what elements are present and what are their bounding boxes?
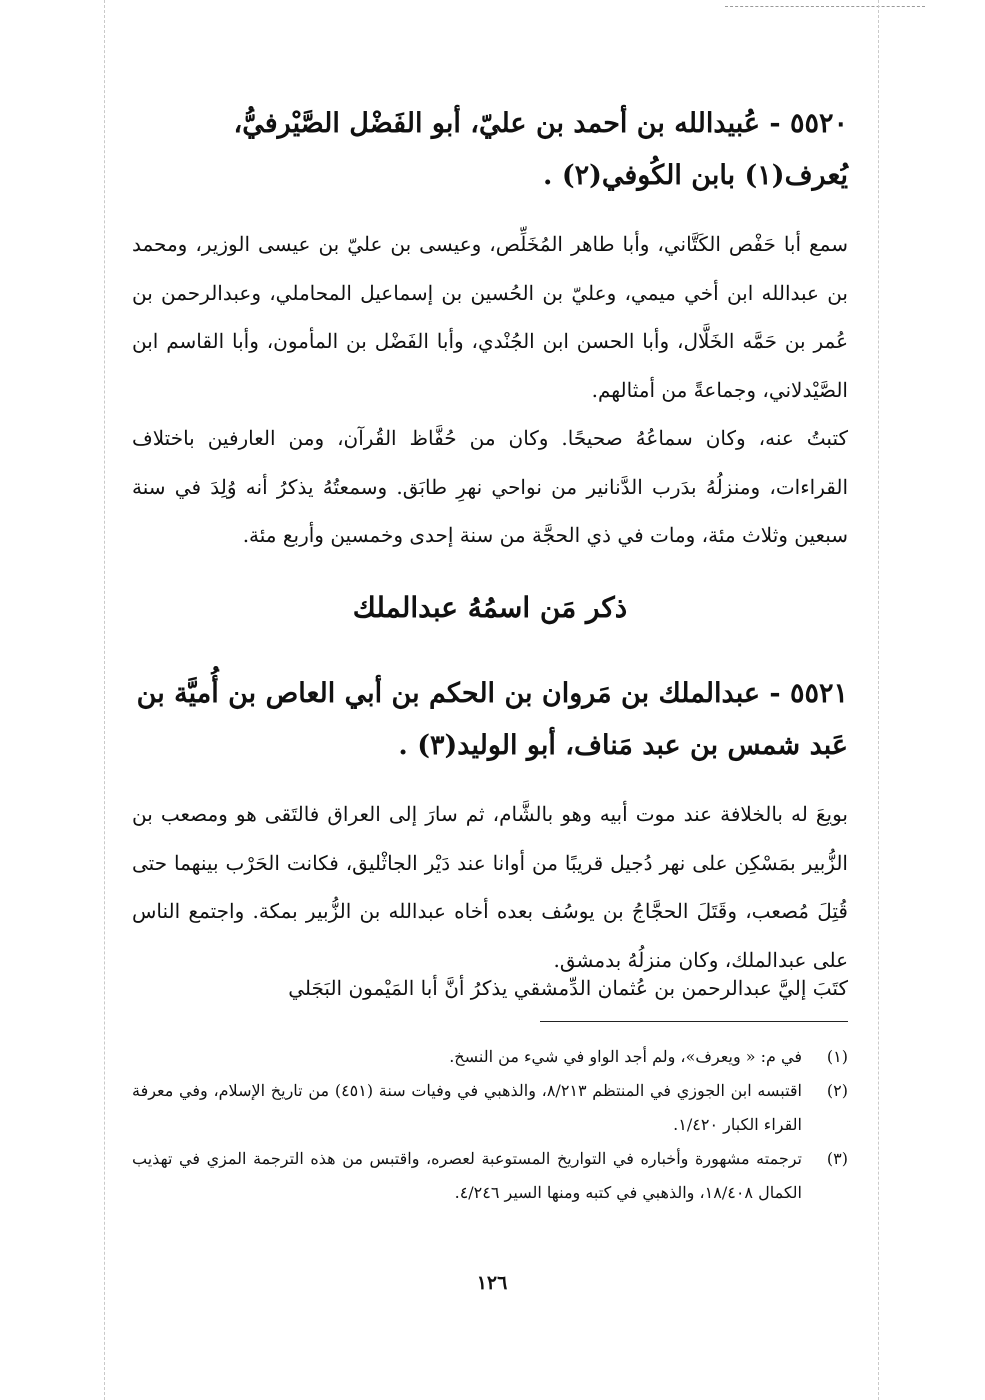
section-title: ذكر مَن اسمُهُ عبدالملك bbox=[352, 591, 628, 624]
entry-5521-heading-line1: ٥٥٢١ - عبدالملك بن مَروان بن الحكم بن أبي العاص بن أُميَّة بن bbox=[136, 678, 848, 709]
footnotes bbox=[132, 1040, 848, 1210]
footnote-marker: (٢) bbox=[826, 1081, 848, 1100]
entry-5520-heading-line2: يُعرف(١) بابن الكُوفي(٢) . bbox=[543, 160, 848, 191]
footnote-marker: (١) bbox=[826, 1047, 848, 1066]
footnote-2 bbox=[132, 1074, 848, 1142]
top-rule bbox=[725, 6, 925, 7]
footnote-marker: (٣) bbox=[826, 1149, 848, 1168]
footnote-3 bbox=[132, 1142, 848, 1210]
footnote-1 bbox=[132, 1040, 848, 1074]
footnote-separator bbox=[540, 1021, 848, 1022]
entry-5520-heading-line1: ٥٥٢٠ - عُبيدالله بن أحمد بن عليّ، أبو الفَضْل الصَّيْرفيُّ، bbox=[233, 108, 848, 139]
footnote-text: في م: « ويعرف»، ولم أجد الواو في شيء من النسخ. bbox=[449, 1047, 802, 1066]
left-margin-guide bbox=[104, 0, 105, 1400]
entry-5520-heading bbox=[132, 98, 848, 202]
right-margin-guide bbox=[878, 0, 879, 1400]
entry-5521-paragraph-1: بويعَ له بالخلافة عند موت أبيه وهو بالشَّام، ثم سارَ إلى العراق فالتَقى هو ومصعب بن الزُّبير بمَسْكِن على نهر دُجيل قريبًا من أوانا عند دَيْر الجاثْليق، فكانت الحَرْب بينهما حتى قُتِلَ مُصعب، وقَتَلَ الحجَّاجُ بن يوسُف بعده أخاه عبدالله بن الزُّبير بمكة. واجتمع الناس على عبدالملك، وكان منزلُهُ بدمشق. bbox=[132, 802, 848, 972]
page-number: ١٢٦ bbox=[476, 1272, 508, 1294]
entry-5520-paragraph-2: كتبتُ عنه، وكان سماعُهُ صحيحًا. وكان من حُفَّاظ القُرآن، ومن العارفين باختلاف القراءات، ومنزلُهُ بدَرب الدَّنانير من نواحي نهرِ طابَق. وسمعتُهُ يذكرُ أنه وُلِدَ في سنة سبعين وثلاث مئة، ومات في ذي الحجَّة من سنة إحدى وخمسين وأربع مئة. bbox=[132, 426, 848, 547]
footnote-text: ترجمته مشهورة وأخباره في التواريخ المستوعبة لعصره، واقتبس من هذه الترجمة المزي في تهذيب الكمال ١٨/٤٠٨، والذهبي في كتبه ومنها السير ٤/٢٤٦. bbox=[132, 1149, 802, 1202]
entry-5520-paragraph-1: سمع أبا حَفْص الكَتَّاني، وأبا طاهر المُخَلِّص، وعيسى بن عليّ بن عيسى الوزير، ومحمد بن عبدالله ابن أخي ميمي، وعليّ بن الحُسين بن إسماعيل المحاملي، وعبدالرحمن بن عُمر بن حَمَّه الخَلَّال، وأبا الحسن ابن الجُنْدي، وأبا الفَضْل بن المأمون، وأبا القاسم ابن الصَّيْدلاني، وجماعةً من أمثالهم. bbox=[132, 232, 848, 402]
footnote-text: اقتبسه ابن الجوزي في المنتظم ٨/٢١٣، والذهبي في وفيات سنة (٤٥١) من تاريخ الإسلام، وفي معرفة القراء الكبار ١/٤٢٠. bbox=[132, 1081, 803, 1134]
entry-5521-heading bbox=[132, 668, 848, 772]
entry-5521-heading-line2: عَبد شمس بن عبد مَناف، أبو الوليد(٣) . bbox=[398, 730, 848, 761]
entry-5521-paragraph-2: كتَبَ إليَّ عبدالرحمن بن عُثمان الدِّمشقي يذكرُ أنَّ أبا المَيْمون البَجَلي bbox=[288, 976, 848, 1000]
